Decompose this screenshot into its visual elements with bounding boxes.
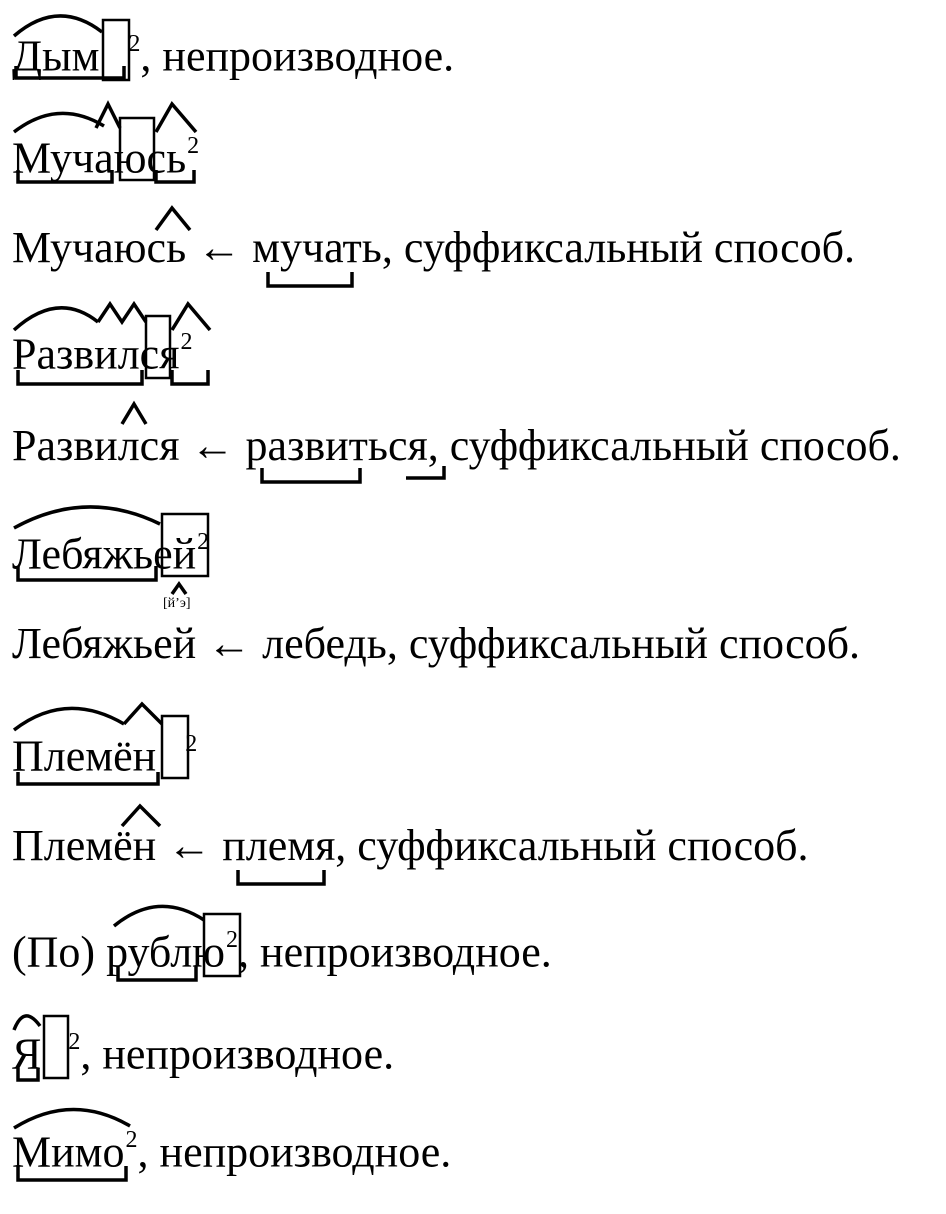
suffix-caret-mark bbox=[122, 806, 160, 826]
ending-box-mark bbox=[146, 316, 170, 378]
superscript: 2 bbox=[128, 31, 141, 57]
stem-bracket-mark bbox=[238, 870, 324, 884]
root-arc-mark bbox=[14, 308, 98, 330]
word: Развился bbox=[12, 421, 180, 470]
stem-bracket-mark bbox=[268, 272, 352, 286]
ending-box-mark bbox=[204, 914, 240, 976]
stem-bracket-mark bbox=[18, 170, 112, 182]
phonetic-transcription: [йʼэ] bbox=[163, 596, 191, 611]
word: Племён bbox=[12, 731, 157, 781]
stem-bracket-mark bbox=[156, 170, 194, 182]
root-arc-mark bbox=[14, 113, 104, 132]
stem-bracket-mark bbox=[18, 1166, 126, 1180]
word: Лебяжьей bbox=[12, 619, 197, 668]
ending-box-mark bbox=[44, 1016, 68, 1078]
stem-bracket-mark bbox=[262, 468, 360, 482]
stem-bracket-mark bbox=[18, 1068, 38, 1080]
derivation-note: ← лебедь, суффиксальный способ. bbox=[196, 619, 861, 668]
superscript: 2 bbox=[180, 329, 193, 355]
postfix-caret-mark bbox=[156, 104, 196, 132]
word: Лебяжьей bbox=[12, 529, 197, 579]
suffix-caret-mark bbox=[156, 208, 190, 230]
word: Дым bbox=[12, 31, 100, 81]
superscript: 2 bbox=[125, 1127, 138, 1153]
stem-bracket-mark bbox=[18, 566, 156, 580]
suffix-caret-mark bbox=[96, 104, 120, 128]
word: Мучаюсь bbox=[12, 133, 187, 183]
superscript: 2 bbox=[187, 133, 200, 159]
stem-bracket-mark bbox=[18, 772, 158, 784]
word: Я bbox=[12, 1029, 42, 1079]
derivation-note: , непроизводное. bbox=[80, 1029, 395, 1079]
stem-bracket-mark bbox=[16, 66, 124, 78]
word: Мимо bbox=[12, 1127, 125, 1177]
root-arc-mark bbox=[14, 16, 102, 36]
derivation-note: , непроизводное. bbox=[137, 1127, 452, 1177]
ending-box-mark bbox=[162, 514, 208, 576]
derivation-note: , непроизводное. bbox=[140, 31, 455, 81]
suffix-caret-mark bbox=[98, 304, 146, 322]
derivation-note: ← мучать, суффиксальный способ. bbox=[186, 223, 856, 272]
root-arc-mark bbox=[14, 708, 124, 730]
suffix-caret-mark bbox=[124, 704, 162, 724]
stem-bracket-mark bbox=[18, 370, 142, 384]
ending-box-mark bbox=[162, 716, 188, 778]
stem-bracket-mark bbox=[172, 584, 186, 594]
word: Мучаюсь bbox=[12, 223, 187, 272]
root-arc-mark bbox=[114, 906, 204, 926]
stem-bracket-mark bbox=[406, 466, 444, 478]
word: Племён bbox=[12, 821, 157, 870]
superscript: 2 bbox=[185, 731, 198, 757]
suffix-caret-mark bbox=[122, 404, 146, 424]
derivation-note: , непроизводное. bbox=[238, 927, 552, 977]
root-arc-mark bbox=[14, 507, 160, 528]
root-arc-mark bbox=[14, 1109, 130, 1128]
superscript: 2 bbox=[197, 529, 210, 555]
word: Развился bbox=[12, 329, 180, 379]
ending-box-mark bbox=[120, 118, 154, 180]
superscript: 2 bbox=[226, 927, 239, 953]
derivation-note: ← развиться, суффиксальный способ. bbox=[179, 421, 901, 470]
superscript: 2 bbox=[68, 1029, 81, 1055]
word: (По) рублю bbox=[12, 927, 226, 977]
stem-bracket-mark bbox=[118, 966, 196, 980]
stem-bracket-mark bbox=[172, 370, 208, 384]
derivation-note: ← племя, суффиксальный способ. bbox=[156, 821, 809, 870]
root-arc-mark bbox=[14, 1016, 40, 1030]
postfix-caret-mark bbox=[172, 304, 210, 330]
